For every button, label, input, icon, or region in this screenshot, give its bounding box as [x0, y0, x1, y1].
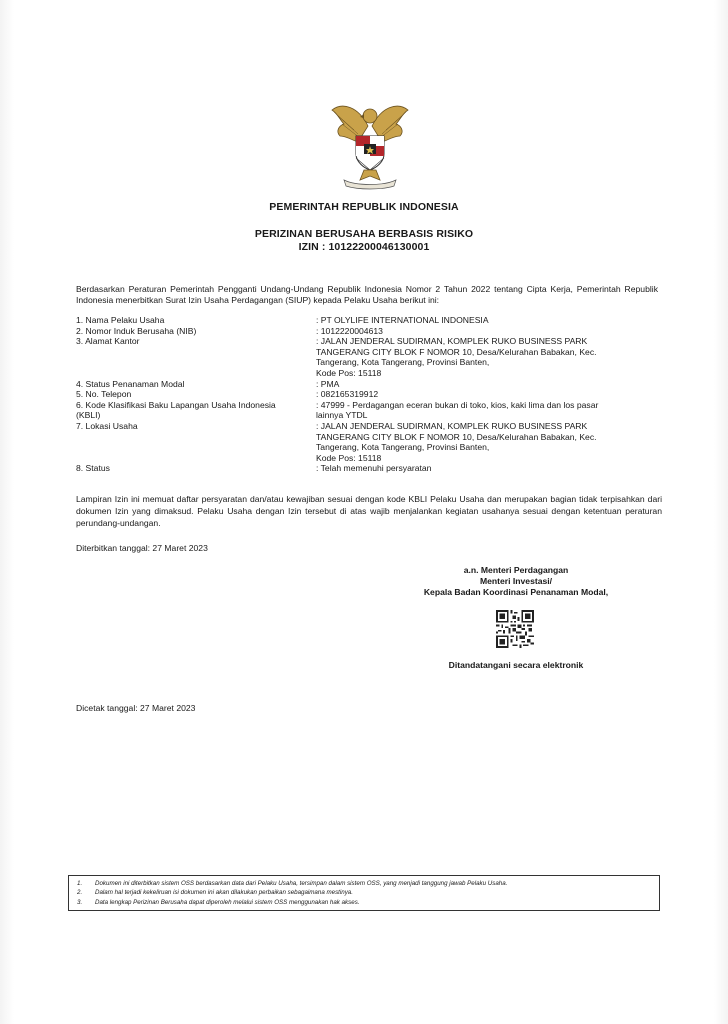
- field-value: : 082165319912: [316, 389, 379, 400]
- intro-paragraph: Berdasarkan Peraturan Pemerintah Pengganti Undang-Undang Republik Indonesia Nomor 2 Tahun 2022 tentang Cipta Kerja, Pemerintah Republik Indonesia menerbitkan Surat Izin Usaha Perdagangan (SIUP) kepada Pelaku Usaha berikut ini:: [76, 284, 658, 306]
- field-label: 1. Nama Pelaku Usaha: [76, 315, 165, 325]
- field-value: : 1012220004613: [316, 325, 383, 336]
- signature-line-2: Menteri Investasi/: [479, 576, 553, 586]
- field-row: [76, 421, 666, 463]
- footnote-text: Data lengkap Perizinan Berusaha dapat diperoleh melalui sistem OSS menggunakan hak akses.: [95, 898, 360, 906]
- footnote-text: Dalam hal terjadi kekeliruan isi dokumen ini akan dilakukan perbaikan sebagaimana mestinya.: [95, 889, 353, 897]
- footnote-text: Dokumen ini diterbitkan sistem OSS berdasarkan data dari Pelaku Usaha, tersimpan dalam sistem OSS, yang menjadi tanggung jawab Pelaku Usaha.: [95, 880, 508, 887]
- footnotes-box: [68, 875, 660, 911]
- field-row: [76, 389, 666, 400]
- footnote-number: 1.: [77, 880, 83, 887]
- field-label: 4. Status Penanaman Modal: [76, 378, 185, 389]
- signature-line-3: Kepala Badan Koordinasi Penanaman Modal,: [423, 587, 609, 597]
- garuda-emblem-icon: [328, 96, 412, 190]
- footnote: [77, 888, 651, 897]
- field-label: 6. Kode Klasifikasi Baku Lapangan Usaha Indonesia (KBLI): [76, 399, 276, 421]
- field-label: 7. Lokasi Usaha: [76, 420, 138, 431]
- footnote: [77, 898, 651, 907]
- issued-date: Diterbitkan tanggal: 27 Maret 2023: [76, 543, 208, 553]
- field-row: [76, 463, 666, 474]
- field-label: 3. Alamat Kantor: [76, 336, 140, 347]
- field-row: [76, 400, 666, 421]
- electronic-signature-note: Ditandatangani secara elektronik: [448, 660, 584, 670]
- field-value: : PT OLYLIFE INTERNATIONAL INDONESIA: [316, 315, 489, 325]
- field-row: [76, 315, 666, 326]
- qr-code-icon: [496, 610, 534, 648]
- field-label: 8. Status: [76, 463, 110, 474]
- footnote-number: 3.: [77, 898, 83, 906]
- field-value: : PMA: [316, 378, 340, 389]
- printed-date: Dicetak tanggal: 27 Maret 2023: [76, 703, 196, 713]
- footnote: [77, 879, 651, 888]
- field-row: [76, 336, 666, 378]
- government-heading: PEMERINTAH REPUBLIK INDONESIA: [269, 201, 459, 213]
- field-row: [76, 326, 666, 337]
- signature-line-1: a.n. Menteri Perdagangan: [463, 565, 569, 575]
- field-value: : JALAN JENDERAL SUDIRMAN, KOMPLEK RUKO BUSINESS PARK TANGERANG CITY BLOK F NOMOR 10, Desa/Kelurahan Babakan, Kec. Tangerang, Kota Tangerang, Provinsi Banten, Kode Pos: 15118: [316, 336, 597, 378]
- business-fields: [76, 315, 666, 474]
- field-value: : 47999 - Perdagangan eceran bukan di toko, kios, kaki lima dan los pasar lainnya YTDL: [316, 399, 599, 421]
- field-value: : JALAN JENDERAL SUDIRMAN, KOMPLEK RUKO BUSINESS PARK TANGERANG CITY BLOK F NOMOR 10, Desa/Kelurahan Babakan, Kec. Tangerang, Kota Tangerang, Provinsi Banten, Kode Pos: 15118: [316, 420, 597, 463]
- field-label: 2. Nomor Induk Berusaha (NIB): [76, 325, 197, 336]
- signature-block: [392, 565, 640, 598]
- field-value: : Telah memenuhi persyaratan: [316, 463, 432, 474]
- field-row: [76, 379, 666, 390]
- field-label: 5. No. Telepon: [76, 389, 132, 400]
- attachment-note: Lampiran Izin ini memuat daftar persyaratan dan/atau kewajiban sesuai dengan kode KBLI Pelaku Usaha dan merupakan bagian tidak terpisahkan dari dokumen Izin yang dimaksud. Pelaku Usaha dengan Izin tersebut di atas wajib menjalankan kegiatan usahanya sesuai dengan ketentuan peraturan perundang-undangan.: [76, 494, 662, 528]
- document-title: PERIZINAN BERUSAHA BERBASIS RISIKO: [254, 228, 474, 240]
- permit-number: IZIN : 10122200046130001: [298, 241, 430, 253]
- footnote-number: 2.: [77, 889, 83, 897]
